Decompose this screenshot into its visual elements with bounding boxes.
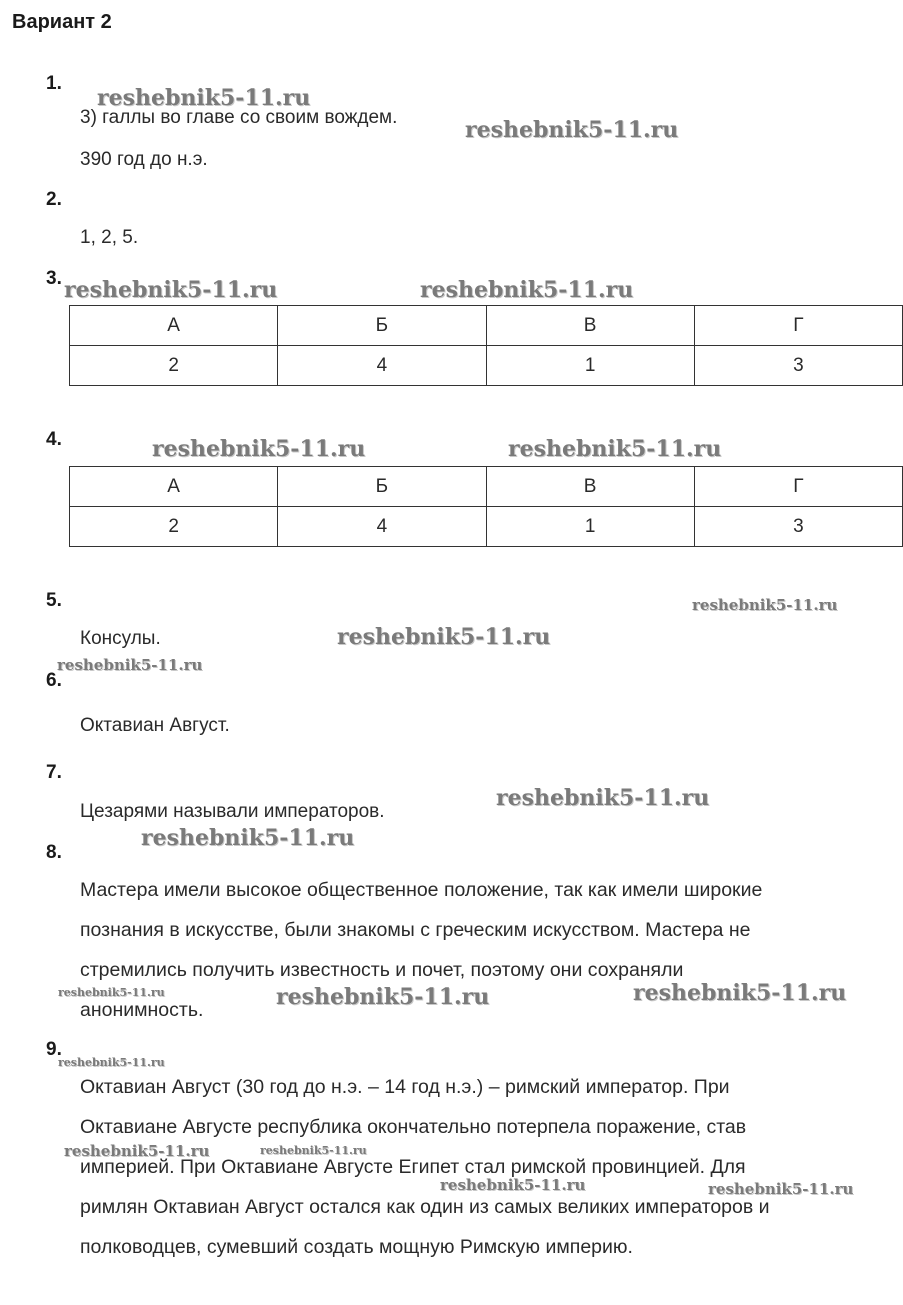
question-3-table: [69, 305, 903, 386]
answer-line: Октавиан Август (30 год до н.э. – 14 год н.э.) – римский император. При: [80, 1076, 730, 1098]
question-1-answer-line-1: 3) галлы во главе со своим вождем.: [80, 107, 398, 128]
question-8-number: 8.: [46, 842, 62, 863]
watermark: reshebnik5-11.ru: [337, 624, 551, 650]
watermark: reshebnik5-11.ru: [141, 825, 355, 851]
watermark: reshebnik5-11.ru: [152, 436, 366, 462]
table-header-cell: Б: [278, 467, 486, 507]
answer-line: анонимность.: [80, 999, 204, 1021]
table-header-cell: Б: [278, 306, 486, 346]
watermark: reshebnik5-11.ru: [508, 436, 722, 462]
question-5-answer: Консулы.: [80, 628, 161, 649]
answer-line: Октавиане Августе республика окончательно потерпела поражение, став: [80, 1116, 747, 1138]
table-cell: 3: [694, 507, 902, 547]
question-4-table: [69, 466, 903, 547]
question-2-number: 2.: [46, 189, 62, 210]
question-7-answer: Цезарями называли императоров.: [80, 801, 385, 822]
watermark: reshebnik5-11.ru: [465, 117, 679, 143]
watermark: reshebnik5-11.ru: [496, 785, 710, 811]
page-title: Вариант 2: [12, 11, 112, 33]
question-1-number: 1.: [46, 73, 62, 94]
question-7-number: 7.: [46, 762, 62, 783]
answer-line: Мастера имели высокое общественное положение, так как имели широкие: [80, 879, 763, 901]
watermark: reshebnik5-11.ru: [692, 596, 838, 614]
table-row: [70, 346, 903, 386]
table-header-cell: А: [70, 306, 278, 346]
question-9-number: 9.: [46, 1039, 62, 1060]
table-header-cell: А: [70, 467, 278, 507]
table-cell: 2: [70, 507, 278, 547]
table-header-cell: В: [486, 467, 694, 507]
table-header-row: [70, 467, 903, 507]
table-cell: 2: [70, 346, 278, 386]
question-5-number: 5.: [46, 590, 62, 611]
question-9-answer: [80, 1067, 900, 1267]
question-6-number: 6.: [46, 670, 62, 691]
table-header-row: [70, 306, 903, 346]
answer-line: полководцев, сумевший создать мощную Римскую империю.: [80, 1236, 633, 1258]
watermark: reshebnik5-11.ru: [97, 85, 311, 111]
watermark: reshebnik5-11.ru: [58, 986, 165, 999]
question-2-answer: 1, 2, 5.: [80, 227, 139, 248]
watermark: reshebnik5-11.ru: [64, 277, 278, 303]
table-header-cell: Г: [694, 306, 902, 346]
table-cell: 1: [486, 507, 694, 547]
watermark: reshebnik5-11.ru: [64, 1142, 210, 1160]
table-header-cell: Г: [694, 467, 902, 507]
question-4-number: 4.: [46, 429, 62, 450]
watermark: reshebnik5-11.ru: [440, 1176, 586, 1194]
answer-line: империей. При Октавиане Августе Египет стал римской провинцией. Для: [80, 1156, 746, 1178]
watermark: reshebnik5-11.ru: [420, 277, 634, 303]
table-cell: 4: [278, 346, 486, 386]
answer-line: познания в искусстве, были знакомы с греческим искусством. Мастера не: [80, 919, 751, 941]
question-1-answer-line-2: 390 год до н.э.: [80, 149, 208, 170]
question-3-number: 3.: [46, 268, 62, 289]
answer-line: стремились получить известность и почет, поэтому они сохраняли: [80, 959, 684, 981]
watermark: reshebnik5-11.ru: [276, 984, 490, 1010]
table-cell: 1: [486, 346, 694, 386]
table-cell: 3: [694, 346, 902, 386]
watermark: reshebnik5-11.ru: [57, 656, 203, 674]
table-row: [70, 507, 903, 547]
watermark: reshebnik5-11.ru: [260, 1144, 367, 1157]
table-header-cell: В: [486, 306, 694, 346]
question-6-answer: Октавиан Август.: [80, 715, 230, 736]
table-cell: 4: [278, 507, 486, 547]
watermark: reshebnik5-11.ru: [633, 980, 847, 1006]
watermark: reshebnik5-11.ru: [58, 1056, 165, 1069]
watermark: reshebnik5-11.ru: [708, 1180, 854, 1198]
answer-line: римлян Октавиан Август остался как один из самых великих императоров и: [80, 1196, 770, 1218]
question-8-answer: [80, 870, 900, 1030]
